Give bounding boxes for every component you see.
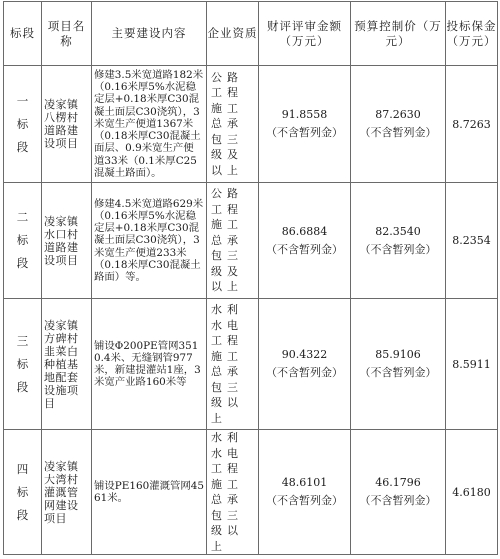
header-lot: 标段 bbox=[4, 2, 42, 66]
cell-audit-amount: 90.4322 （不含暂列金） bbox=[259, 299, 351, 430]
cell-project: 凌家镇八楞村道路建设项目 bbox=[42, 66, 92, 183]
cell-budget-limit: 87.2630 （不含暂列金） bbox=[351, 66, 446, 183]
cell-lot: 二标段 bbox=[4, 183, 42, 299]
cell-deposit: 4.6180 bbox=[446, 430, 498, 555]
header-deposit: 投标保金（万元） bbox=[446, 2, 498, 66]
cell-audit-amount: 86.6884 （不含暂列金） bbox=[259, 183, 351, 299]
table-header-row bbox=[4, 2, 498, 66]
cell-audit-amount: 48.6101 （不含暂列金） bbox=[259, 430, 351, 555]
cell-lot: 一标段 bbox=[4, 66, 42, 183]
cell-deposit: 8.2354 bbox=[446, 183, 498, 299]
cell-qualification: 水利水电工程施工总承包三级以上 bbox=[207, 299, 259, 430]
cell-project: 凌家镇方碑村韭菜白种植基地配套设施项目 bbox=[42, 299, 92, 430]
cell-content: 铺设Φ200PE管网3510.4米、无缝钢管977米，新建提灌站1座，3米宽产业路160米等 bbox=[92, 299, 207, 430]
cell-budget-limit: 85.9106 （不含暂列金） bbox=[351, 299, 446, 430]
header-content: 主要建设内容 bbox=[92, 2, 207, 66]
header-budget-limit: 预算控制价（万元） bbox=[351, 2, 446, 66]
table-row bbox=[4, 183, 498, 299]
header-project: 项目名称 bbox=[42, 2, 92, 66]
table-row bbox=[4, 430, 498, 555]
cell-lot: 三标段 bbox=[4, 299, 42, 430]
cell-project: 凌家镇水口村道路建设项目 bbox=[42, 183, 92, 299]
header-audit-amount: 财评评审金额（万元） bbox=[259, 2, 351, 66]
table-row bbox=[4, 66, 498, 183]
cell-budget-limit: 46.1796 （不含暂列金） bbox=[351, 430, 446, 555]
cell-content: 修建3.5米宽道路182米（0.16米厚5%水泥稳定层+0.18米厚C30混凝土面层C30浇筑），3米宽生产便道1367米（0.18米厚C30混凝土面层、0.9米宽生产便道33米（0.1米厚C25混凝土路面）。 bbox=[92, 66, 207, 183]
cell-deposit: 8.5911 bbox=[446, 299, 498, 430]
cell-content: 铺设PE160灌溉管网4561米。 bbox=[92, 430, 207, 555]
cell-qualification: 公路工程施工总承包三级及以上 bbox=[207, 66, 259, 183]
cell-qualification: 公路工程施工总承包三级及以上 bbox=[207, 183, 259, 299]
cell-deposit: 8.7263 bbox=[446, 66, 498, 183]
cell-lot: 四标段 bbox=[4, 430, 42, 555]
cell-budget-limit: 82.3540 （不含暂列金） bbox=[351, 183, 446, 299]
header-qualification: 企业资质 bbox=[207, 2, 259, 66]
bid-section-table bbox=[3, 1, 498, 555]
table-row bbox=[4, 299, 498, 430]
cell-project: 凌家镇大湾村灌溉管网建设项目 bbox=[42, 430, 92, 555]
cell-content: 修建4.5米宽道路629米（0.16米厚5%水泥稳定层+0.18米厚C30混凝土面层C30浇筑），3米宽生产便道233米（0.18米厚C30混凝土路面）等。 bbox=[92, 183, 207, 299]
cell-qualification: 水利水电工程施工总承包三级以上 bbox=[207, 430, 259, 555]
cell-audit-amount: 91.8558 （不含暂列金） bbox=[259, 66, 351, 183]
